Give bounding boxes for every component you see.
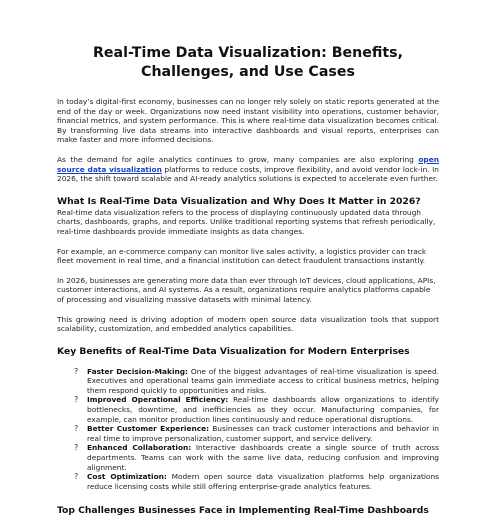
adoption-paragraph: This growing need is driving adoption of modern open source data visualization tools that support scalability, customization, and embedded analytics capabilities. — [57, 314, 439, 334]
list-item — [75, 424, 439, 443]
list-item — [75, 367, 439, 396]
list-item — [75, 395, 439, 424]
growth-paragraph: In 2026, businesses are generating more data than ever through IoT devices, cloud applications, APIs, customer interactions, and AI systems. As a result, organizations require analytics platforms capable of processing and visualizing massive datasets with minimal latency. — [57, 275, 436, 304]
list-item — [75, 472, 439, 491]
intro-paragraph: In today’s digital-first economy, businesses can no longer rely solely on static reports generated at the end of the day or week. Organizations now need instant visibility into operations, customer behavior, financial metrics, and system performance. This is where real-time data visualization becomes critical. By transforming live data streams into interactive dashboards and visual reports, enterprises can make faster and more informed decisions. — [57, 97, 439, 145]
benefit-text: Modern open source data visualization platforms help organizations reduce licensing costs while still offering enterprise-grade analytics features. — [87, 472, 439, 491]
bullet-icon: ? — [74, 472, 79, 482]
benefit-text: Real-time dashboards allow organizations to identify bottlenecks, downtime, and inefficiencies as they occur. Manufacturing companies, for example, can monitor production lines continuously and reduce operational disruptions. — [87, 395, 439, 424]
example-paragraph: For example, an e-commerce company can monitor live sales activity, a logistics provider can track fleet movement in real time, and a financial institution can detect fraudulent transactions instantly. — [57, 246, 427, 266]
bullet-icon: ? — [74, 424, 79, 434]
benefit-term: Faster Decision-Making: — [87, 366, 188, 376]
section-heading-what-is: What Is Real-Time Data Visualization and Why Does It Matter in 2026? — [57, 195, 421, 207]
bullet-icon: ? — [74, 395, 79, 405]
list-item — [75, 443, 439, 472]
benefit-term: Enhanced Collaboration: — [87, 443, 192, 453]
paragraph-text: As the demand for agile analytics continues to grow, many companies are also exploring — [57, 154, 419, 164]
definition-paragraph: Real-time data visualization refers to the process of displaying continuously updated data through charts, dashboards, graphs, and reports. Unlike traditional reporting systems that refresh periodically, real-time dashboards provide immediate insights as data changes. — [57, 207, 436, 236]
benefit-term: Improved Operational Efficiency: — [87, 395, 229, 405]
benefit-term: Cost Optimization: — [87, 472, 167, 482]
benefit-text: One of the biggest advantages of real-time visualization is speed. Executives and operational teams gain immediate access to critical business metrics, helping them respond quickly to opportunities and risks. — [87, 366, 440, 395]
benefit-text: Interactive dashboards create a single source of truth across departments. Teams can work with the same live data, reducing confusion and improving alignment. — [87, 443, 439, 472]
section-heading-benefits: Key Benefits of Real-Time Data Visualization for Modern Enterprises — [57, 345, 410, 357]
page-title: Real-Time Data Visualization: Benefits, Challenges, and Use Cases — [93, 45, 403, 80]
open-source-link[interactable]: open source data visualization — [57, 154, 439, 174]
benefits-list — [57, 367, 439, 492]
benefit-text: Businesses can track customer interactions and behavior in real time to improve personalization, customer support, and service delivery. — [87, 424, 439, 443]
paragraph-text: platforms to reduce costs, improve flexibility, and avoid vendor lock-in. In 2026, the shift toward scalable and AI-ready analytics solutions is expected to accelerate even further. — [57, 164, 439, 184]
bullet-icon: ? — [74, 366, 79, 376]
section-heading-challenges: Top Challenges Businesses Face in Implementing Real-Time Dashboards — [57, 505, 429, 516]
benefit-term: Better Customer Experience: — [87, 424, 210, 434]
bullet-icon: ? — [74, 443, 79, 453]
open-source-paragraph — [57, 155, 439, 184]
